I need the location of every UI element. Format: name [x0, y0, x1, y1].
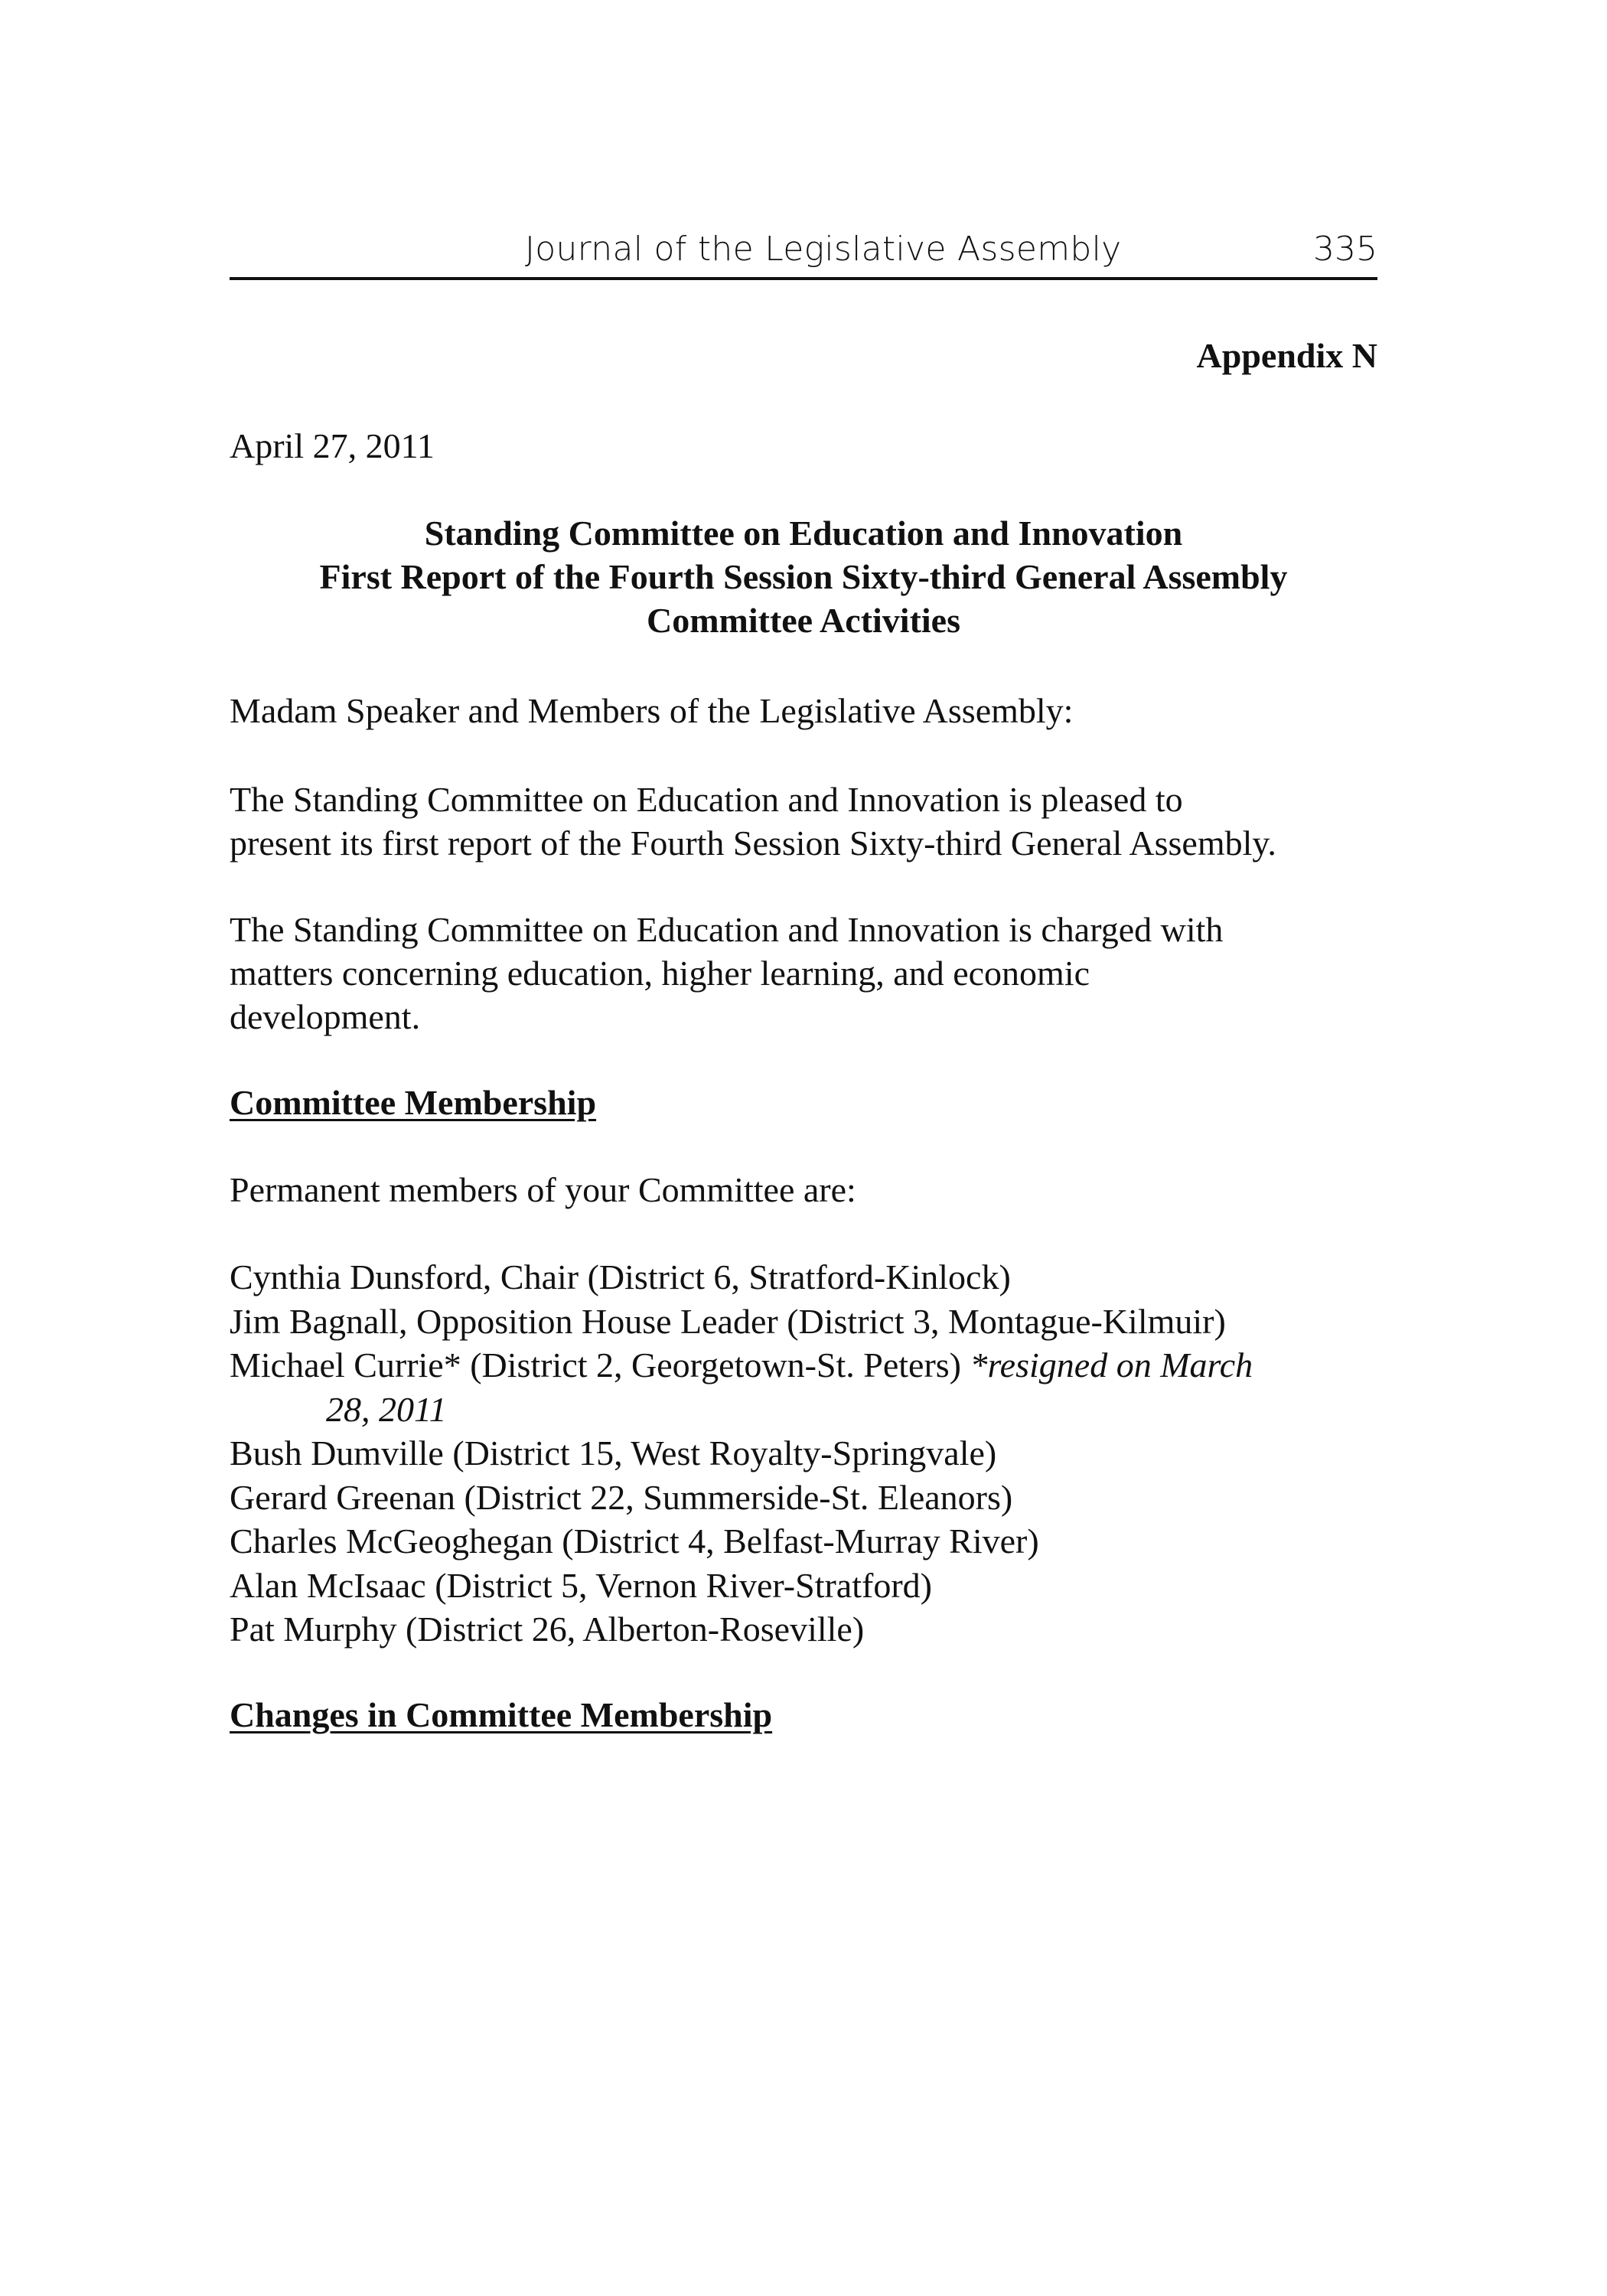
report-title: [230, 511, 1377, 642]
resignation-note-date: 28, 2011: [326, 1389, 447, 1429]
paragraph-intro-line: The Standing Committee on Education and Innovation is pleased to: [230, 780, 1183, 819]
paragraph-intro-line: present its first report of the Fourth Session Sixty-third General Assembly.: [230, 823, 1276, 863]
paragraph-mandate-line: matters concerning education, higher learning, and economic: [230, 954, 1090, 993]
title-line-report: First Report of the Fourth Session Sixty-third General Assembly: [319, 557, 1288, 596]
member-entry: Gerard Greenan (District 22, Summerside-St. Eleanors): [230, 1477, 1013, 1517]
paragraph-mandate-line: The Standing Committee on Education and Innovation is charged with: [230, 910, 1224, 949]
running-header: [230, 227, 1377, 280]
salutation: Madam Speaker and Members of the Legislative Assembly:: [230, 691, 1074, 730]
title-line-activities: Committee Activities: [646, 601, 960, 640]
resignation-note: *resigned on March: [970, 1345, 1253, 1384]
appendix-label: Appendix N: [1196, 336, 1377, 375]
changes-heading: Changes in Committee Membership: [230, 1695, 773, 1734]
member-entry: Cynthia Dunsford, Chair (District 6, Stratford-Kinlock): [230, 1257, 1011, 1296]
title-line-committee: Standing Committee on Education and Innovation: [424, 514, 1183, 553]
document-page: [230, 0, 1377, 2296]
membership-heading: Committee Membership: [230, 1083, 597, 1122]
member-entry-text: Michael Currie* (District 2, Georgetown-St. Peters): [230, 1345, 970, 1384]
report-date: April 27, 2011: [230, 426, 435, 465]
paragraph-intro: [230, 778, 1276, 865]
member-entry: Pat Murphy (District 26, Alberton-Roseville): [230, 1609, 865, 1649]
member-entry: Alan McIsaac (District 5, Vernon River-Stratford): [230, 1565, 932, 1605]
member-entry: Bush Dumville (District 15, West Royalty-Springvale): [230, 1433, 997, 1473]
member-list: [230, 1255, 1253, 1652]
member-entry: Charles McGeoghegan (District 4, Belfast-Murray River): [230, 1521, 1039, 1561]
paragraph-mandate-line: development.: [230, 997, 421, 1036]
running-title: Journal of the Legislative Assembly: [525, 230, 1122, 269]
membership-intro: Permanent members of your Committee are:: [230, 1170, 856, 1209]
page-number: 335: [1313, 230, 1377, 269]
member-entry: Jim Bagnall, Opposition House Leader (District 3, Montague-Kilmuir): [230, 1301, 1226, 1341]
member-entry: [230, 1343, 1253, 1388]
paragraph-mandate: [230, 908, 1223, 1039]
